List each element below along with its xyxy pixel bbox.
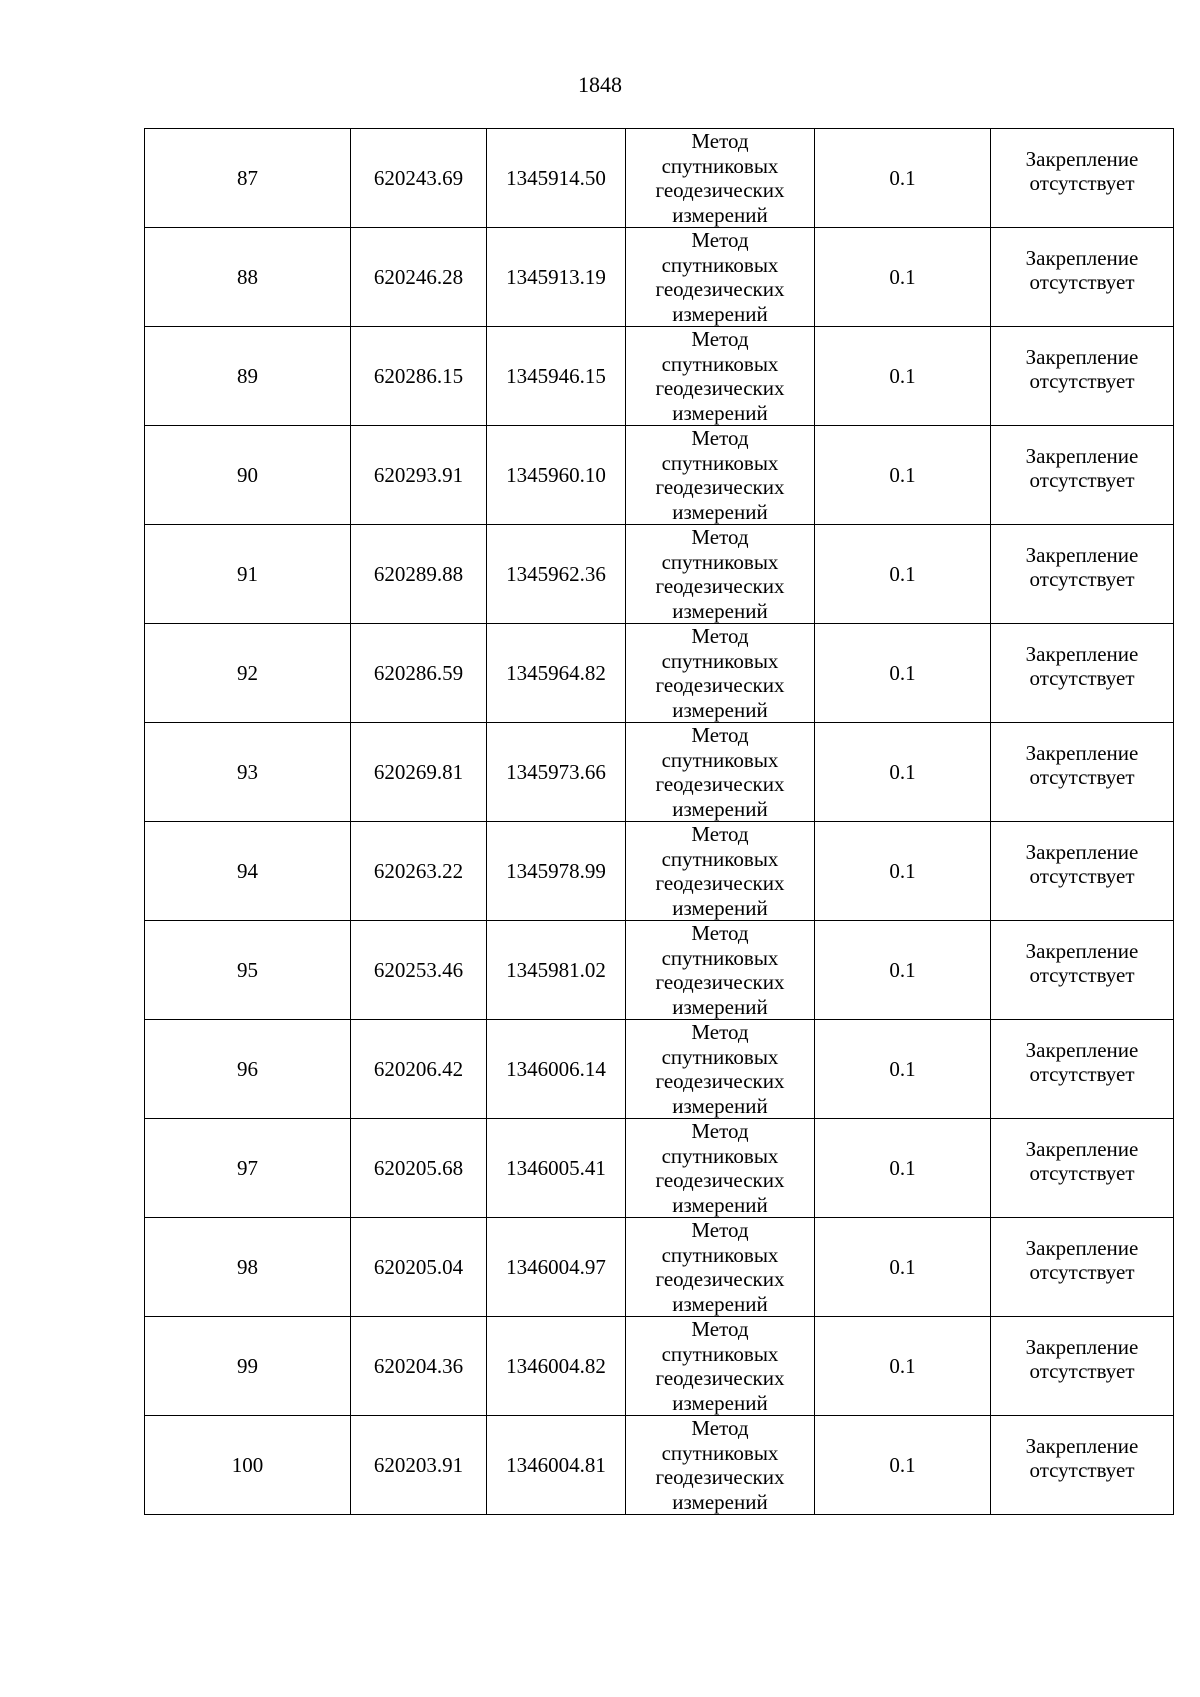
fixing-text-line: отсутствует (1029, 1062, 1135, 1086)
y-coordinate-cell: 1346005.41 (487, 1119, 626, 1218)
method-text-line: измерений (672, 1489, 768, 1514)
point-number-cell: 93 (145, 723, 351, 822)
method-text-line: геодезических (655, 970, 785, 994)
x-coordinate-cell: 620203.91 (351, 1416, 487, 1515)
method-cell (626, 1218, 815, 1317)
table-row (145, 525, 1174, 624)
method-text-line: геодезических (655, 871, 785, 895)
table-row (145, 822, 1174, 921)
method-text-line: спутниковых (661, 252, 779, 277)
fixing-text-line: Закрепление (1025, 641, 1139, 666)
method-text-line: Метод (691, 1119, 749, 1143)
accuracy-cell: 0.1 (815, 228, 991, 327)
point-number-cell: 92 (145, 624, 351, 723)
point-number-cell: 98 (145, 1218, 351, 1317)
fixing-cell (991, 525, 1174, 624)
table-row (145, 921, 1174, 1020)
fixing-text-line: Закрепление (1025, 1235, 1139, 1260)
accuracy-cell: 0.1 (815, 1317, 991, 1416)
fixing-cell (991, 129, 1174, 228)
fixing-text-line: отсутствует (1029, 864, 1135, 888)
accuracy-cell: 0.1 (815, 624, 991, 723)
method-cell (626, 723, 815, 822)
coordinates-table-body (145, 129, 1174, 1515)
method-text-line: геодезических (655, 1168, 785, 1192)
method-text-line: измерений (672, 400, 768, 425)
method-text-line: спутниковых (661, 747, 779, 772)
y-coordinate-cell: 1345978.99 (487, 822, 626, 921)
table-row (145, 1218, 1174, 1317)
fixing-cell (991, 1218, 1174, 1317)
method-cell (626, 1020, 815, 1119)
method-text-line: спутниковых (661, 1440, 779, 1465)
fixing-text-line: Закрепление (1025, 542, 1139, 567)
fixing-text-line: отсутствует (1029, 567, 1135, 591)
y-coordinate-cell: 1346006.14 (487, 1020, 626, 1119)
method-text-line: геодезических (655, 1465, 785, 1489)
method-text-line: спутниковых (661, 450, 779, 475)
point-number-cell: 99 (145, 1317, 351, 1416)
y-coordinate-cell: 1345913.19 (487, 228, 626, 327)
fixing-cell (991, 426, 1174, 525)
fixing-text-line: отсутствует (1029, 1458, 1135, 1482)
method-text-line: измерений (672, 202, 768, 227)
table-row (145, 426, 1174, 525)
fixing-cell (991, 822, 1174, 921)
table-row (145, 1119, 1174, 1218)
method-text-line: измерений (672, 598, 768, 623)
method-text-line: измерений (672, 796, 768, 821)
method-text-line: геодезических (655, 673, 785, 697)
point-number-cell: 100 (145, 1416, 351, 1515)
method-text-line: спутниковых (661, 153, 779, 178)
fixing-text-line: Закрепление (1025, 740, 1139, 765)
point-number-cell: 91 (145, 525, 351, 624)
table-row (145, 129, 1174, 228)
y-coordinate-cell: 1346004.97 (487, 1218, 626, 1317)
fixing-text-line: отсутствует (1029, 1359, 1135, 1383)
point-number-cell: 96 (145, 1020, 351, 1119)
fixing-text-line: Закрепление (1025, 938, 1139, 963)
method-text-line: геодезических (655, 475, 785, 499)
method-text-line: Метод (691, 129, 749, 153)
method-text-line: Метод (691, 1218, 749, 1242)
fixing-text-line: Закрепление (1025, 443, 1139, 468)
method-text-line: спутниковых (661, 945, 779, 970)
table-row (145, 327, 1174, 426)
method-cell (626, 426, 815, 525)
accuracy-cell: 0.1 (815, 426, 991, 525)
method-text-line: геодезических (655, 1069, 785, 1093)
method-text-line: спутниковых (661, 1143, 779, 1168)
method-text-line: геодезических (655, 574, 785, 598)
fixing-cell (991, 921, 1174, 1020)
x-coordinate-cell: 620289.88 (351, 525, 487, 624)
fixing-text-line: Закрепление (1025, 839, 1139, 864)
method-text-line: спутниковых (661, 846, 779, 871)
fixing-text-line: отсутствует (1029, 468, 1135, 492)
method-text-line: Метод (691, 1317, 749, 1341)
method-text-line: спутниковых (661, 1341, 779, 1366)
method-cell (626, 525, 815, 624)
x-coordinate-cell: 620286.15 (351, 327, 487, 426)
point-number-cell: 97 (145, 1119, 351, 1218)
point-number-cell: 95 (145, 921, 351, 1020)
y-coordinate-cell: 1346004.82 (487, 1317, 626, 1416)
method-text-line: геодезических (655, 772, 785, 796)
method-text-line: измерений (672, 1192, 768, 1217)
accuracy-cell: 0.1 (815, 525, 991, 624)
fixing-text-line: Закрепление (1025, 1433, 1139, 1458)
x-coordinate-cell: 620253.46 (351, 921, 487, 1020)
fixing-text-line: отсутствует (1029, 171, 1135, 195)
y-coordinate-cell: 1346004.81 (487, 1416, 626, 1515)
point-number-cell: 90 (145, 426, 351, 525)
fixing-text-line: отсутствует (1029, 1161, 1135, 1185)
x-coordinate-cell: 620205.68 (351, 1119, 487, 1218)
table-row (145, 228, 1174, 327)
method-text-line: Метод (691, 921, 749, 945)
accuracy-cell: 0.1 (815, 723, 991, 822)
method-text-line: Метод (691, 525, 749, 549)
fixing-text-line: отсутствует (1029, 666, 1135, 690)
method-text-line: спутниковых (661, 1242, 779, 1267)
fixing-text-line: отсутствует (1029, 1260, 1135, 1284)
x-coordinate-cell: 620269.81 (351, 723, 487, 822)
y-coordinate-cell: 1345981.02 (487, 921, 626, 1020)
fixing-cell (991, 723, 1174, 822)
fixing-cell (991, 1416, 1174, 1515)
method-text-line: спутниковых (661, 648, 779, 673)
method-cell (626, 228, 815, 327)
point-number-cell: 89 (145, 327, 351, 426)
accuracy-cell: 0.1 (815, 1119, 991, 1218)
method-cell (626, 129, 815, 228)
fixing-text-line: Закрепление (1025, 1334, 1139, 1359)
x-coordinate-cell: 620205.04 (351, 1218, 487, 1317)
method-cell (626, 822, 815, 921)
table-row (145, 624, 1174, 723)
fixing-text-line: Закрепление (1025, 1037, 1139, 1062)
method-cell (626, 624, 815, 723)
fixing-cell (991, 1020, 1174, 1119)
x-coordinate-cell: 620293.91 (351, 426, 487, 525)
x-coordinate-cell: 620204.36 (351, 1317, 487, 1416)
method-text-line: Метод (691, 822, 749, 846)
method-text-line: геодезических (655, 1366, 785, 1390)
table-row (145, 1416, 1174, 1515)
point-number-cell: 94 (145, 822, 351, 921)
point-number-cell: 88 (145, 228, 351, 327)
method-text-line: спутниковых (661, 351, 779, 376)
x-coordinate-cell: 620243.69 (351, 129, 487, 228)
method-text-line: Метод (691, 624, 749, 648)
method-text-line: измерений (672, 1390, 768, 1415)
x-coordinate-cell: 620206.42 (351, 1020, 487, 1119)
table-row (145, 723, 1174, 822)
accuracy-cell: 0.1 (815, 822, 991, 921)
fixing-text-line: Закрепление (1025, 1136, 1139, 1161)
fixing-text-line: отсутствует (1029, 963, 1135, 987)
table-row (145, 1020, 1174, 1119)
method-cell (626, 1119, 815, 1218)
method-text-line: измерений (672, 301, 768, 326)
point-number-cell: 87 (145, 129, 351, 228)
fixing-text-line: Закрепление (1025, 146, 1139, 171)
fixing-cell (991, 327, 1174, 426)
y-coordinate-cell: 1345960.10 (487, 426, 626, 525)
method-cell (626, 1317, 815, 1416)
method-text-line: измерений (672, 1291, 768, 1316)
method-text-line: Метод (691, 1020, 749, 1044)
method-text-line: измерений (672, 499, 768, 524)
method-text-line: измерений (672, 994, 768, 1019)
method-cell (626, 1416, 815, 1515)
accuracy-cell: 0.1 (815, 1218, 991, 1317)
method-text-line: спутниковых (661, 1044, 779, 1069)
x-coordinate-cell: 620263.22 (351, 822, 487, 921)
method-text-line: геодезических (655, 1267, 785, 1291)
method-text-line: Метод (691, 1416, 749, 1440)
page-number: 1848 (578, 72, 622, 97)
x-coordinate-cell: 620286.59 (351, 624, 487, 723)
fixing-cell (991, 1317, 1174, 1416)
y-coordinate-cell: 1345964.82 (487, 624, 626, 723)
fixing-text-line: Закрепление (1025, 245, 1139, 270)
method-text-line: геодезических (655, 178, 785, 202)
x-coordinate-cell: 620246.28 (351, 228, 487, 327)
fixing-cell (991, 228, 1174, 327)
accuracy-cell: 0.1 (815, 921, 991, 1020)
y-coordinate-cell: 1345962.36 (487, 525, 626, 624)
fixing-cell (991, 624, 1174, 723)
accuracy-cell: 0.1 (815, 327, 991, 426)
fixing-text-line: отсутствует (1029, 270, 1135, 294)
method-text-line: Метод (691, 228, 749, 252)
method-text-line: измерений (672, 1093, 768, 1118)
method-text-line: Метод (691, 723, 749, 747)
fixing-text-line: Закрепление (1025, 344, 1139, 369)
fixing-cell (991, 1119, 1174, 1218)
accuracy-cell: 0.1 (815, 129, 991, 228)
fixing-text-line: отсутствует (1029, 765, 1135, 789)
method-text-line: измерений (672, 895, 768, 920)
method-text-line: геодезических (655, 277, 785, 301)
coordinates-table (144, 128, 1174, 1515)
y-coordinate-cell: 1345946.15 (487, 327, 626, 426)
table-row (145, 1317, 1174, 1416)
method-cell (626, 921, 815, 1020)
accuracy-cell: 0.1 (815, 1020, 991, 1119)
method-text-line: измерений (672, 697, 768, 722)
fixing-text-line: отсутствует (1029, 369, 1135, 393)
y-coordinate-cell: 1345914.50 (487, 129, 626, 228)
method-text-line: геодезических (655, 376, 785, 400)
method-text-line: Метод (691, 327, 749, 351)
method-text-line: спутниковых (661, 549, 779, 574)
accuracy-cell: 0.1 (815, 1416, 991, 1515)
method-text-line: Метод (691, 426, 749, 450)
method-cell (626, 327, 815, 426)
y-coordinate-cell: 1345973.66 (487, 723, 626, 822)
